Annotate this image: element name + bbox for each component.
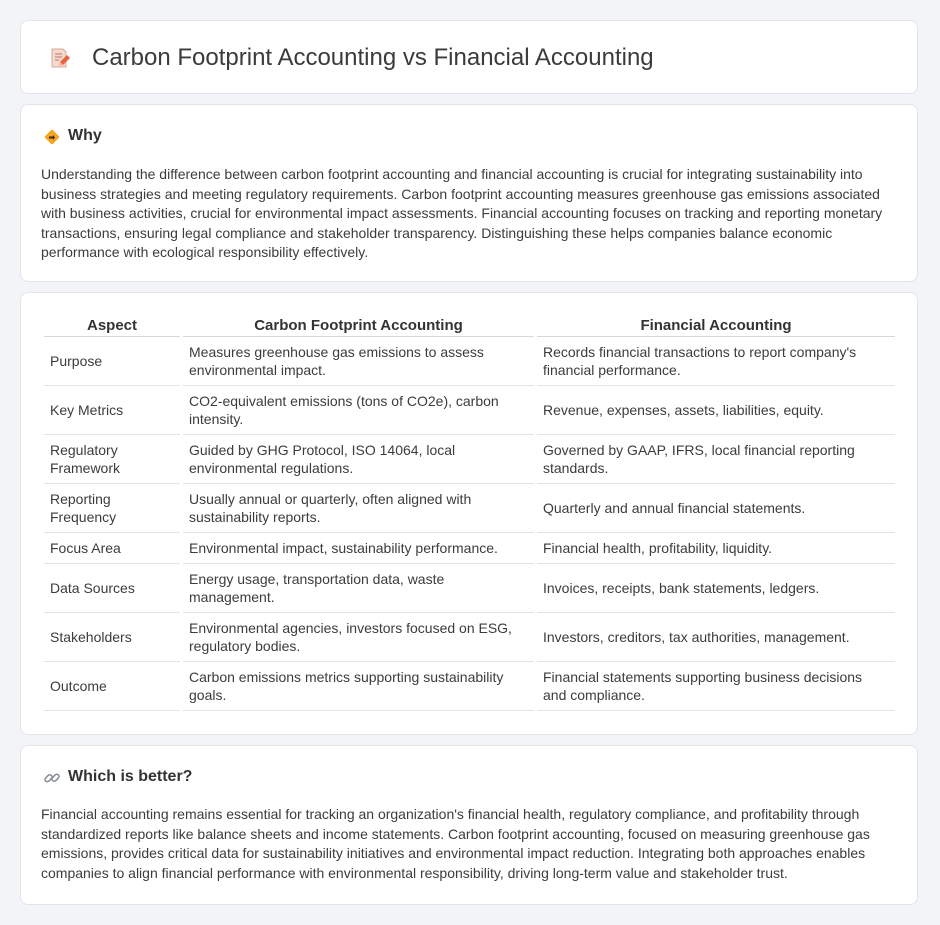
why-section xyxy=(20,104,918,282)
carbon-cell: Energy usage, transportation data, waste management. xyxy=(183,564,534,613)
why-text: Understanding the difference between carbon footprint accounting and financial accounting is crucial for integrating sustainability into business strategies and meeting regulatory requirements. Carbon footprint accounting measures greenhouse gas emissions associated with business activities, crucial for environmental impact assessments. Financial accounting focuses on tracking and reporting monetary transactions, ensuring legal compliance and stakeholder transparency. Distinguishing these helps companies balance economic performance with ecological responsibility effectively. xyxy=(41,166,883,260)
table-row xyxy=(44,435,895,484)
aspect-cell: Stakeholders xyxy=(44,613,180,662)
carbon-cell: Usually annual or quarterly, often aligned with sustainability reports. xyxy=(183,484,534,533)
aspect-cell: Data Sources xyxy=(44,564,180,613)
table-row xyxy=(44,337,895,386)
table-row xyxy=(44,662,895,711)
col-header-financial: Financial Accounting xyxy=(537,315,895,337)
col-header-carbon: Carbon Footprint Accounting xyxy=(183,315,534,337)
table-row xyxy=(44,564,895,613)
why-heading: Why xyxy=(68,127,102,144)
road-sign-icon xyxy=(43,128,61,146)
table-row xyxy=(44,484,895,533)
financial-cell: Records financial transactions to report company's financial performance. xyxy=(537,337,895,386)
table-row xyxy=(44,386,895,435)
financial-cell: Governed by GAAP, IFRS, local financial reporting standards. xyxy=(537,435,895,484)
financial-cell: Financial statements supporting business decisions and compliance. xyxy=(537,662,895,711)
table-row xyxy=(44,533,895,564)
aspect-cell: Outcome xyxy=(44,662,180,711)
aspect-cell: Regulatory Framework xyxy=(44,435,180,484)
aspect-cell: Purpose xyxy=(44,337,180,386)
carbon-cell: Environmental agencies, investors focused on ESG, regulatory bodies. xyxy=(183,613,534,662)
title-card xyxy=(20,20,918,94)
better-text: Financial accounting remains essential for tracking an organization's financial health, regulatory compliance, and profitability through standardized reports like balance sheets and income statements. Carbon footprint accounting, focused on measuring greenhouse gas emissions, provides critical data for sustainability initiatives and environmental impact reduction. Integrating both approaches enables companies to align financial performance with environmental responsibility, driving long-term value and stakeholder trust. xyxy=(41,806,870,881)
which-is-better-section xyxy=(20,745,918,905)
document-pencil-icon xyxy=(47,46,71,70)
carbon-cell: Guided by GHG Protocol, ISO 14064, local environmental regulations. xyxy=(183,435,534,484)
carbon-cell: Environmental impact, sustainability performance. xyxy=(183,533,534,564)
comparison-table-card xyxy=(20,292,918,735)
carbon-cell: Measures greenhouse gas emissions to assess environmental impact. xyxy=(183,337,534,386)
financial-cell: Quarterly and annual financial statements. xyxy=(537,484,895,533)
financial-cell: Investors, creditors, tax authorities, management. xyxy=(537,613,895,662)
financial-cell: Invoices, receipts, bank statements, ledgers. xyxy=(537,564,895,613)
comparison-table xyxy=(41,315,898,711)
carbon-cell: Carbon emissions metrics supporting sustainability goals. xyxy=(183,662,534,711)
page-title: Carbon Footprint Accounting vs Financial Accounting xyxy=(92,44,654,71)
aspect-cell: Reporting Frequency xyxy=(44,484,180,533)
aspect-cell: Key Metrics xyxy=(44,386,180,435)
table-row xyxy=(44,613,895,662)
carbon-cell: CO2-equivalent emissions (tons of CO2e), carbon intensity. xyxy=(183,386,534,435)
link-icon xyxy=(43,769,61,787)
table-header-row xyxy=(44,315,895,337)
better-heading: Which is better? xyxy=(68,768,193,785)
financial-cell: Revenue, expenses, assets, liabilities, equity. xyxy=(537,386,895,435)
col-header-aspect: Aspect xyxy=(44,315,180,337)
aspect-cell: Focus Area xyxy=(44,533,180,564)
financial-cell: Financial health, profitability, liquidity. xyxy=(537,533,895,564)
